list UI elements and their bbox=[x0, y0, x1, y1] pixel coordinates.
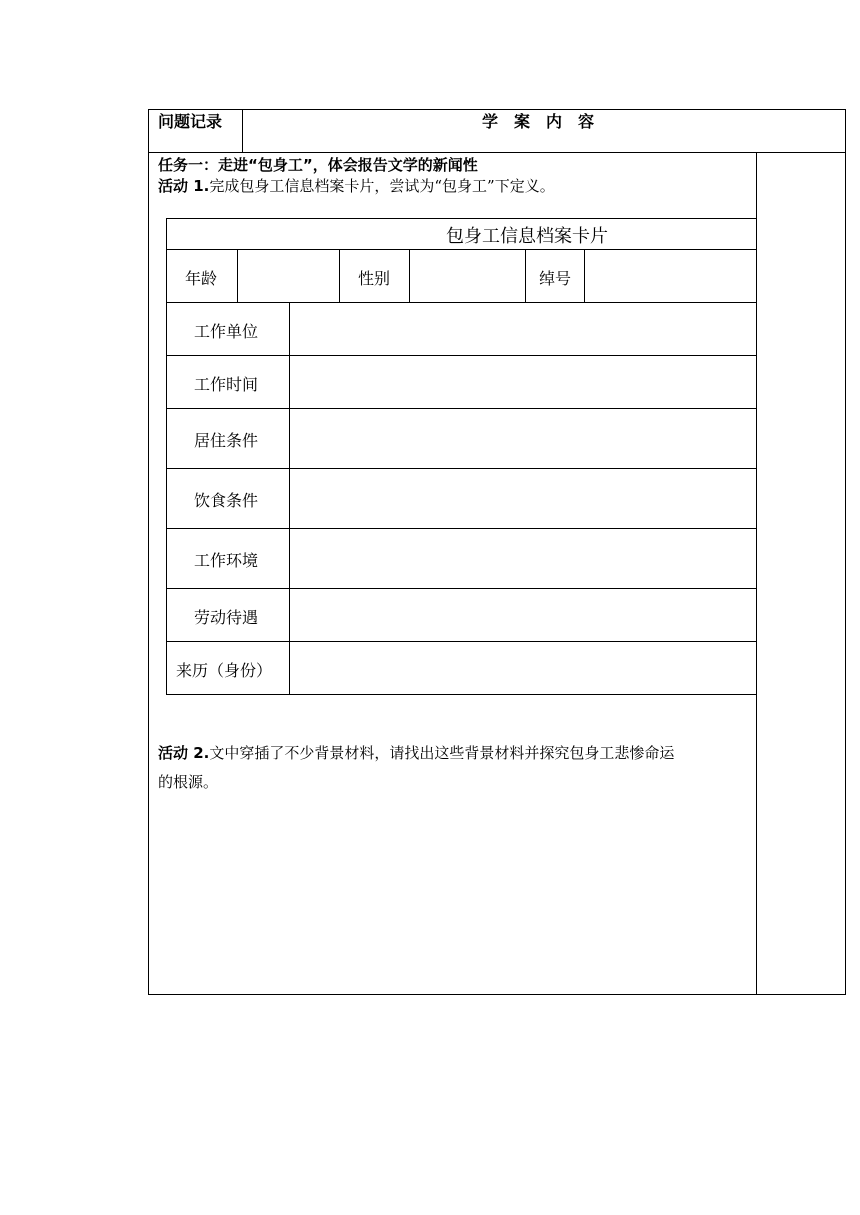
age-label: 年龄 bbox=[185, 269, 218, 288]
activity2-line1 bbox=[158, 743, 674, 763]
row-label-food: 饮食条件 bbox=[194, 491, 259, 510]
nickname-label: 绰号 bbox=[539, 269, 572, 288]
row-label-origin: 来历（身份） bbox=[176, 661, 273, 680]
task1-title: 任务一：走进“包身工”，体会报告文学的新闻性 bbox=[158, 156, 478, 174]
activity1-label: 活动 1. bbox=[158, 177, 210, 195]
activity2-label: 活动 2. bbox=[158, 744, 210, 762]
header-right-label: 学 案 内 容 bbox=[482, 112, 595, 131]
row-label-work-unit: 工作单位 bbox=[194, 322, 259, 341]
row-label-housing: 居住条件 bbox=[194, 431, 259, 450]
gender-label: 性别 bbox=[358, 269, 391, 288]
activity1-line bbox=[158, 176, 555, 196]
activity2-text-line1: 文中穿插了不少背景材料，请找出这些背景材料并探究包身工悲惨命运 bbox=[209, 744, 675, 762]
row-label-environment: 工作环境 bbox=[194, 551, 259, 570]
card-title: 包身工信息档案卡片 bbox=[446, 226, 608, 247]
row-label-work-hours: 工作时间 bbox=[194, 375, 259, 394]
activity2-text-line2: 的根源。 bbox=[158, 773, 219, 791]
row-label-treatment: 劳动待遇 bbox=[194, 608, 259, 627]
activity1-text: 完成包身工信息档案卡片，尝试为“包身工”下定义。 bbox=[209, 177, 555, 195]
header-left-label: 问题记录 bbox=[158, 112, 223, 131]
